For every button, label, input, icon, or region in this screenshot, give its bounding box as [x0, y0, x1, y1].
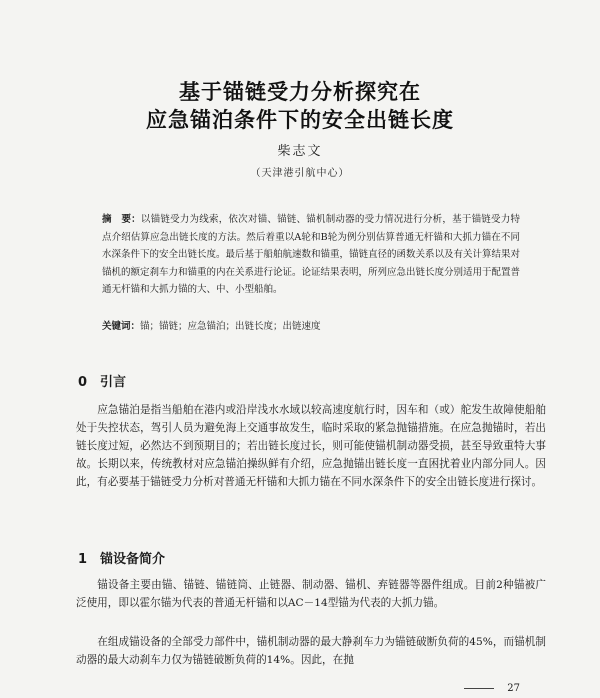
title-line-1: 基于锚链受力分析探究在: [179, 80, 421, 104]
anchor-equipment-paragraph-1: 锚设备主要由锚、锚链、锚链筒、止链器、制动器、锚机、弃链器等器件组成。目前2种锚被广泛使用，即以霍尔锚为代表的普通无杆锚和以AC－14型锚为代表的大抓力锚。: [76, 579, 546, 610]
section-heading-introduction: 0 引言: [78, 375, 127, 390]
keywords-label: 关键词：: [102, 321, 141, 332]
author: 柴志文: [277, 144, 323, 159]
page-number-rule: [464, 688, 494, 689]
section-heading-anchor-equipment: 1 锚设备简介: [78, 552, 166, 567]
page-number: 27: [507, 683, 520, 694]
abstract: [102, 211, 520, 299]
title-line-2: 应急锚泊条件下的安全出链长度: [146, 108, 454, 132]
keywords-text: 锚；锚链；应急锚泊；出链长度；出链速度: [140, 321, 321, 332]
keywords: [102, 319, 520, 335]
abstract-text: 以锚链受力为线索，依次对锚、锚链、锚机制动器的受力情况进行分析，基于锚链受力特点介绍估算应急出链长度的方法。然后着重以A轮和B轮为例分别估算普通无杆锚和大抓力锚在不同水深条件下的安全出链长度。最后基于船舶航速数和锚重，锚链直径的函数关系以及有关计算结果对锚机的额定刹车力和锚重的内在关系进行论证。论证结果表明，所列应急出链长度分别适用于配置普通无杆锚和大抓力锚的大、中、小型船舶。: [102, 214, 521, 296]
anchor-equipment-paragraph-2: 在组成锚设备的全部受力部件中，锚机制动器的最大静刹车力为锚链破断负荷的45%，而锚机制动器的最大动刹车力仅为锚链破断负荷的14%。因此，在抛: [76, 636, 546, 667]
abstract-label: 摘 要：: [102, 214, 141, 225]
introduction-paragraph: 应急锚泊是指当船舶在港内或沿岸浅水水域以较高速度航行时，因车和（或）舵发生故障使船舶处于失控状态，驾引人员为避免海上交通事故发生，临时采取的紧急抛锚措施。在应急抛锚时，若出链长度过短，必然达不到预期目的；若出链长度过长，则可能使锚机制动器受损，甚至导致重特大事故。长期以来，传统教材对应急锚泊操纵鲜有介绍，应急抛锚出链长度一直困扰着业内部分同人。因此，有必要基于锚链受力分析对普通无杆锚和大抓力锚在不同水深条件下的安全出链长度进行探讨。: [76, 404, 546, 489]
affiliation: （天津港引航中心）: [250, 168, 350, 179]
